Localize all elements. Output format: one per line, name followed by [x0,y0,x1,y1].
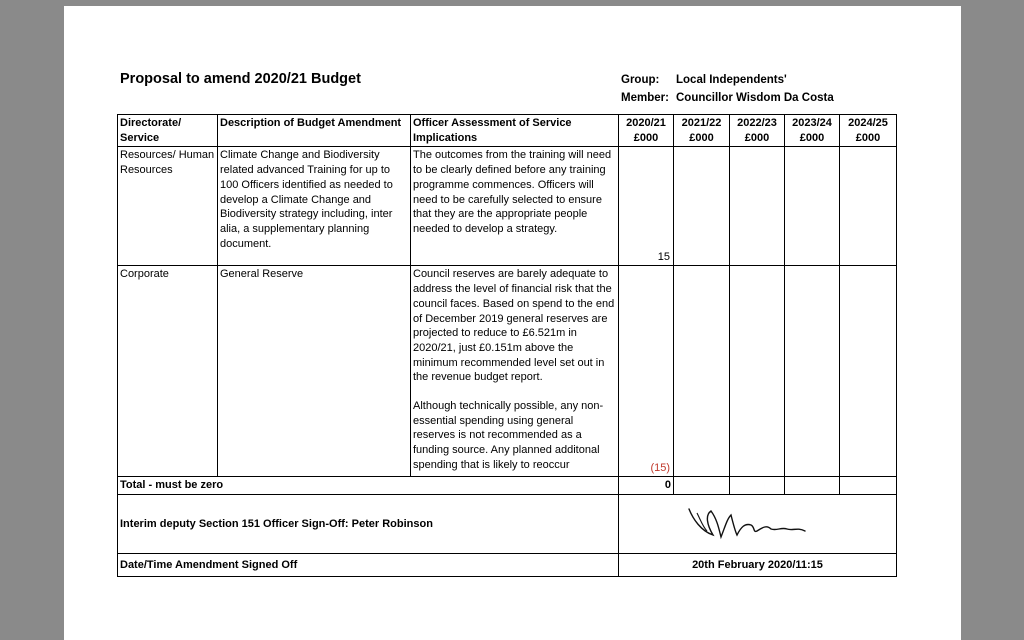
row2-assessment-paragraph-1: Council reserves are barely adequate to address the level of financial risk that the council faces. Based on spend to the end of December 2019 general reserves are projected to reduce to £6.521m in 2020/21, just £0.151m above the minimum recommended level set out in the revenue budget report. [413,268,615,384]
total-empty-cell [785,477,840,495]
row1-value-2022-23 [730,147,785,266]
signoff-row [118,495,897,554]
total-value: 0 [619,477,674,495]
document-title: Proposal to amend 2020/21 Budget [120,71,361,87]
date-label: Date/Time Amendment Signed Off [118,554,619,577]
total-empty-cell [730,477,785,495]
header-year-2023-24: 2023/24 £000 [785,115,840,147]
total-row [118,477,897,495]
row2-value-2020-21 [619,266,674,477]
document-page [64,6,961,640]
header-year-2024-25: 2024/25 £000 [840,115,897,147]
header-description: Description of Budget Amendment [218,115,411,147]
header-directorate: Directorate/ Service [118,115,218,147]
row2-assessment [411,266,619,477]
total-empty-cell [840,477,897,495]
header-year-2021-22: 2021/22 £000 [674,115,730,147]
row2-value-2022-23 [730,266,785,477]
signoff-label: Interim deputy Section 151 Officer Sign-Off: Peter Robinson [118,495,619,554]
row2-description: General Reserve [218,266,411,477]
date-value: 20th February 2020/11:15 [619,554,897,577]
row1-directorate: Resources/ Human Resources [118,147,218,266]
member-value: Councillor Wisdom Da Costa [676,92,834,104]
header-year-2020-21: 2020/21 £000 [619,115,674,147]
row2-value-2021-22 [674,266,730,477]
header-row [118,115,897,147]
row1-assessment: The outcomes from the training will need to be clearly defined before any training programme commences. Officers will need to be carefully selected to ensure that they are the appropriate people needed to develop a strategy. [411,147,619,266]
total-label: Total - must be zero [118,477,619,495]
row1-value-2024-25 [840,147,897,266]
row1-value-2023-24 [785,147,840,266]
row2-assessment-paragraph-2: Although technically possible, any non-essential spending using general reserves is not recommended as a funding source. Any planned additonal spending that is likely to reoccur [413,400,604,471]
date-row [118,554,897,577]
negative-value: (15) [650,461,670,474]
row1-description: Climate Change and Biodiversity related advanced Training for up to 100 Officers identified as needed to develop a Climate Change and Biodiversity strategy including, inter alia, a supplementary planning document. [218,147,411,266]
row2-directorate: Corporate [118,266,218,477]
signature-image [621,497,891,547]
budget-table [117,114,897,577]
table-row [118,147,897,266]
group-label: Group: [621,74,660,86]
signature-cell [619,495,897,554]
member-label: Member: [621,92,669,104]
row1-value-2021-22 [674,147,730,266]
table-row [118,266,897,477]
header-assessment: Officer Assessment of Service Implications [411,115,619,147]
total-empty-cell [674,477,730,495]
header-year-2022-23: 2022/23 £000 [730,115,785,147]
row2-value-2024-25 [840,266,897,477]
group-value: Local Independents' [676,74,787,86]
row1-value-2020-21: 15 [619,147,674,266]
row2-value-2023-24 [785,266,840,477]
